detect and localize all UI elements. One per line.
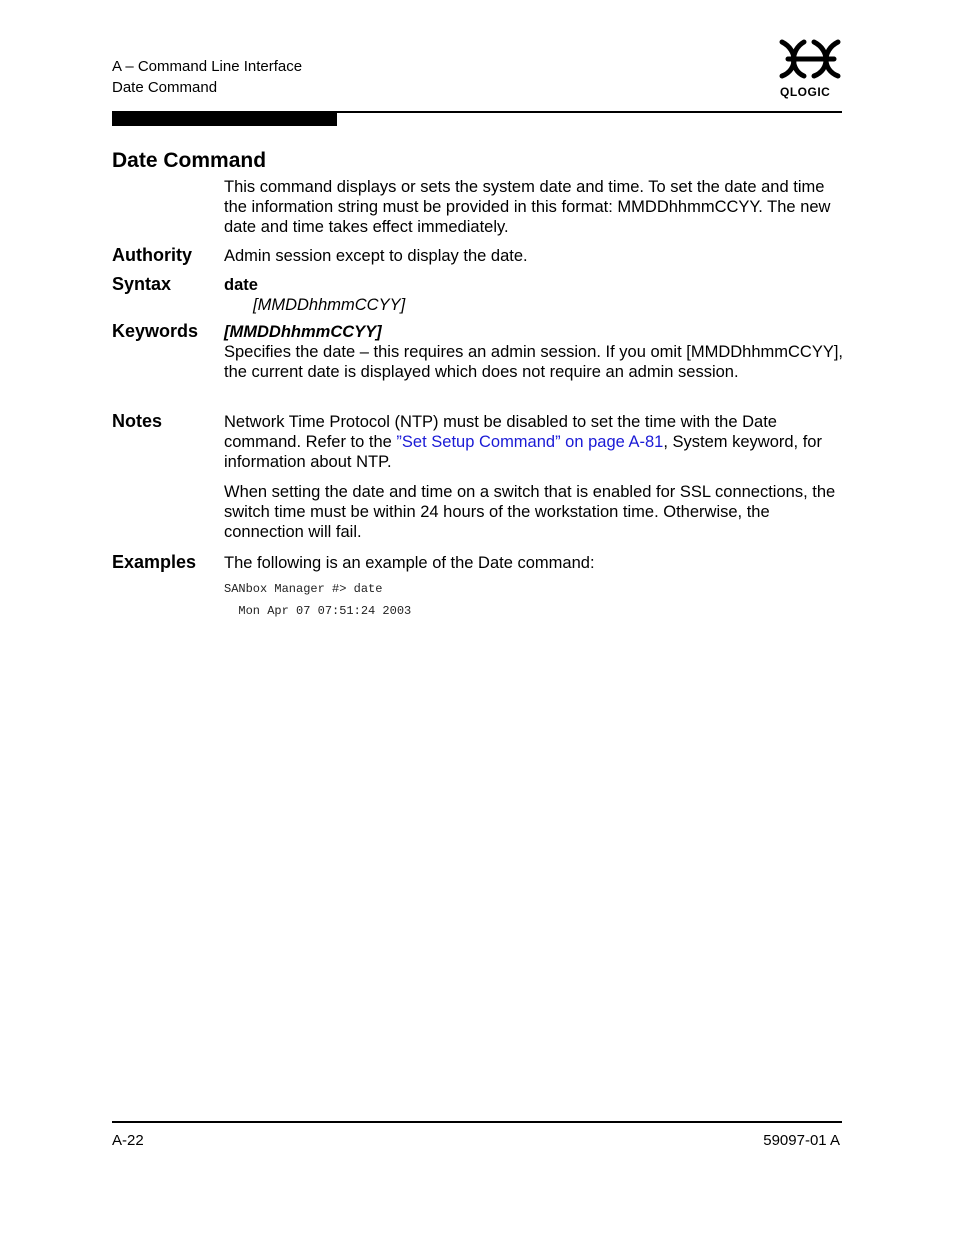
- code-line: Mon Apr 07 07:51:24 2003: [224, 604, 412, 618]
- page-number: A-22: [112, 1132, 144, 1149]
- authority-text: Admin session except to display the date.: [224, 247, 528, 265]
- syntax-label: Syntax: [112, 274, 172, 294]
- examples-label: Examples: [112, 552, 197, 572]
- keyword-description: Specifies the date – this requires an admin session. If you omit [MMDDhhmmCCYY], the current date is displayed which does not require an admin session.: [224, 343, 843, 381]
- page-title: Date Command: [112, 149, 267, 172]
- header-rule-accent: [112, 113, 337, 126]
- intro-paragraph: This command displays or sets the system date and time. To set the date and time the information string must be provided in this format: MMDDhhmmCCYY. The new date and time takes effect immediately.: [224, 178, 831, 236]
- examples-intro: The following is an example of the Date command:: [224, 554, 595, 572]
- qlogic-mark-icon: [776, 38, 846, 102]
- syntax-argument: [MMDDhhmmCCYY]: [253, 296, 406, 314]
- syntax-command: date: [224, 276, 258, 294]
- notes-paragraph-1: [224, 412, 844, 472]
- document-id: 59097-01 A: [763, 1132, 840, 1149]
- notes-text: Network Time Protocol (NTP) must be disabled to set the time with the Date command. Refer to the: [224, 413, 777, 451]
- authority-label: Authority: [112, 245, 192, 265]
- header-section: Date Command: [112, 79, 218, 96]
- notes-label: Notes: [112, 411, 163, 431]
- notes-text-after: , System keyword, for information about NTP.: [224, 433, 822, 471]
- notes-paragraph-2: When setting the date and time on a switch that is enabled for SSL connections, the switch time must be within 24 hours of the workstation time. Otherwise, the connection will fail.: [224, 483, 836, 541]
- keyword-name: [MMDDhhmmCCYY]: [224, 323, 382, 341]
- qlogic-logo: [776, 38, 846, 102]
- svg-text:QLOGIC: QLOGIC: [780, 85, 831, 99]
- keywords-label: Keywords: [112, 321, 199, 341]
- code-line: SANbox Manager #> date: [224, 582, 383, 596]
- header-chapter: A – Command Line Interface: [112, 58, 303, 75]
- footer-rule: [112, 1121, 842, 1123]
- set-setup-command-link[interactable]: ”Set Setup Command” on page A-81: [396, 433, 664, 451]
